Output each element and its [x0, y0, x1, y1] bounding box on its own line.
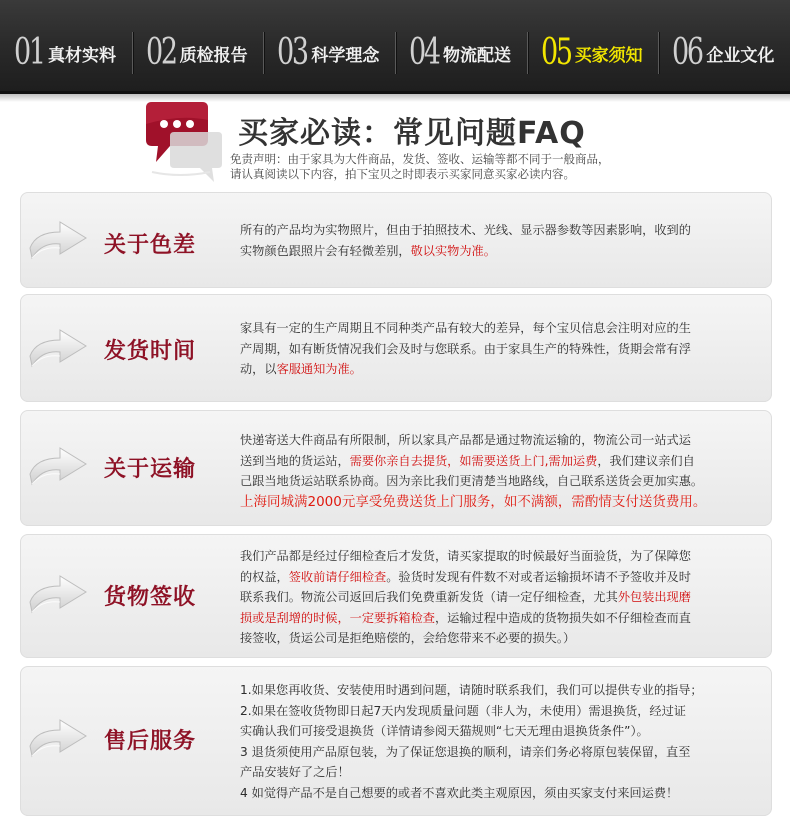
highlight-text: 损或是刮增的时候，一定要拆箱检查 — [240, 610, 435, 625]
body-text: 联系我们。物流公司返回后我们免费重新发货（请一定仔细检查，尤其 — [240, 590, 618, 604]
nav-shadow — [0, 94, 790, 102]
curved-arrow-icon — [26, 326, 90, 372]
body-line: 产周期，如有断货情况我们会及时与您联系。由于家具生产的特殊性，货期会常有浮 — [240, 341, 691, 356]
body-line: 接签收，货运公司是拒绝赔偿的，会给您带来不必要的损失。） — [240, 631, 576, 645]
page-title — [238, 108, 586, 152]
nav-label: 质检报告 — [179, 45, 248, 66]
section-after-sales — [20, 666, 772, 816]
body-line — [240, 587, 768, 608]
section-color-difference — [20, 192, 772, 288]
section-title: 发货时间 — [104, 339, 197, 364]
body-text: 动，以 — [240, 362, 277, 376]
speech-bubble-icon — [140, 98, 230, 194]
body-line — [240, 608, 768, 629]
highlight-text: 签收前请仔细检查 — [288, 569, 387, 584]
body-line — [240, 567, 768, 588]
section-title: 关于色差 — [104, 233, 197, 258]
nav-number: 02 — [145, 32, 176, 73]
body-line: 快递寄送大件商品有所限制，所以家具产品都是通过物流运输的，物流公司一站式运 — [240, 433, 691, 447]
nav-tab-quality-report[interactable] — [132, 28, 264, 78]
disclaimer — [230, 152, 690, 182]
body-line: 3 退货须使用产品原包装，为了保证您退换的顺利，请亲们务必将原包装保留，直至 — [240, 744, 691, 759]
curved-arrow-icon — [26, 218, 90, 264]
body-line: 所有的产品均为实物照片，但由于拍照技术、光线、显示器参数等因素影响，收到的 — [240, 223, 691, 237]
body-line — [240, 451, 768, 472]
curved-arrow-icon — [26, 716, 90, 762]
nav-label: 物流配送 — [443, 45, 512, 66]
nav-number: 04 — [409, 32, 439, 73]
nav-number: 06 — [672, 32, 703, 73]
body-line — [240, 241, 768, 262]
section-body — [240, 220, 768, 261]
disclaimer-line: 请认真阅读以下内容，拍下宝贝之时即表示买家同意买家必读内容。 — [230, 167, 575, 181]
body-text: ，运输过程中造成的货物损失如不仔细检查而直 — [435, 610, 691, 625]
nav-label: 买家须知 — [574, 45, 643, 66]
nav-tab-logistics[interactable] — [395, 28, 527, 78]
nav-label: 企业文化 — [706, 45, 775, 66]
body-text: ，我们建议亲们自 — [597, 453, 695, 468]
curved-arrow-icon — [26, 444, 90, 490]
nav-tab-concept[interactable] — [263, 28, 395, 78]
body-line: 2.如果在签收货物即日起7天内发现质量问题（非人为，未使用）需退换货，经过证 — [240, 703, 686, 718]
body-line: 家具有一定的生产周期且不同种类产品有较大的差异，每个宝贝信息会注明对应的生 — [240, 321, 691, 335]
highlight-text: 敬以实物为准。 — [410, 243, 496, 258]
nav-number: 01 — [14, 32, 44, 73]
highlight-text: 外包装出现磨 — [617, 590, 691, 604]
body-line: 己跟当地货运站联系协商。因为亲比我们更清楚当地路线，自己联系送货会更加实惠。 — [240, 474, 704, 488]
body-line — [240, 359, 768, 380]
body-line: 4 如觉得产品不是自己想要的或者不喜欢此类主观原因，须由买家支付来回运费！ — [240, 785, 679, 800]
disclaimer-line: 免责声明：由于家具为大件商品，发货、签收、运输等都不同于一般商品， — [230, 152, 610, 166]
highlight-line: 上海同城满2000元享受免费送货上门服务，如不满额，需酌情支付送货费用。 — [240, 493, 707, 510]
title-faq: FAQ — [517, 116, 586, 151]
body-text: 实物颜色跟照片会有轻微差别， — [240, 243, 411, 258]
section-body — [240, 430, 768, 512]
body-text: 的权益， — [240, 569, 289, 584]
section-body — [240, 546, 768, 649]
section-body — [240, 318, 768, 380]
section-title: 关于运输 — [104, 457, 197, 482]
top-nav — [0, 0, 790, 94]
section-transport — [20, 410, 772, 526]
body-line: 实确认我们可接受退换货（详情请参阅天猫规则“七天无理由退换货条件”）。 — [240, 724, 649, 738]
nav-tab-buyer-notice[interactable] — [527, 28, 659, 78]
section-shipping-time — [20, 294, 772, 402]
curved-arrow-icon — [26, 572, 90, 618]
nav-number: 03 — [277, 32, 308, 73]
nav-label: 科学理念 — [311, 45, 380, 66]
section-title: 售后服务 — [104, 729, 197, 754]
section-body — [240, 680, 772, 803]
nav-tab-materials[interactable] — [0, 28, 132, 78]
body-text: 送到当地的货运站， — [240, 453, 350, 468]
body-line: 1.如果您再收货、安装使用时遇到问题，请随时联系我们，我们可以提供专业的指导； — [240, 683, 703, 697]
nav-label: 真材实料 — [48, 45, 116, 66]
body-line: 产品安装好了之后！ — [240, 765, 350, 779]
title-text: 买家必读：常见问题 — [238, 116, 517, 151]
nav-number: 05 — [540, 32, 571, 73]
highlight-text: 需要你亲自去提货，如需要送货上门,需加运费 — [349, 453, 598, 468]
section-receipt — [20, 534, 772, 658]
highlight-text: 客服通知为准。 — [276, 362, 362, 376]
nav-tab-culture[interactable] — [658, 28, 790, 78]
body-text: 。验货时发现有件数不对或者运输损坏请不予签收并及时 — [386, 569, 691, 584]
body-line: 我们产品都是经过仔细检查后才发货，请买家提取的时候最好当面验货，为了保障您 — [240, 549, 691, 563]
section-title: 货物签收 — [104, 585, 197, 610]
